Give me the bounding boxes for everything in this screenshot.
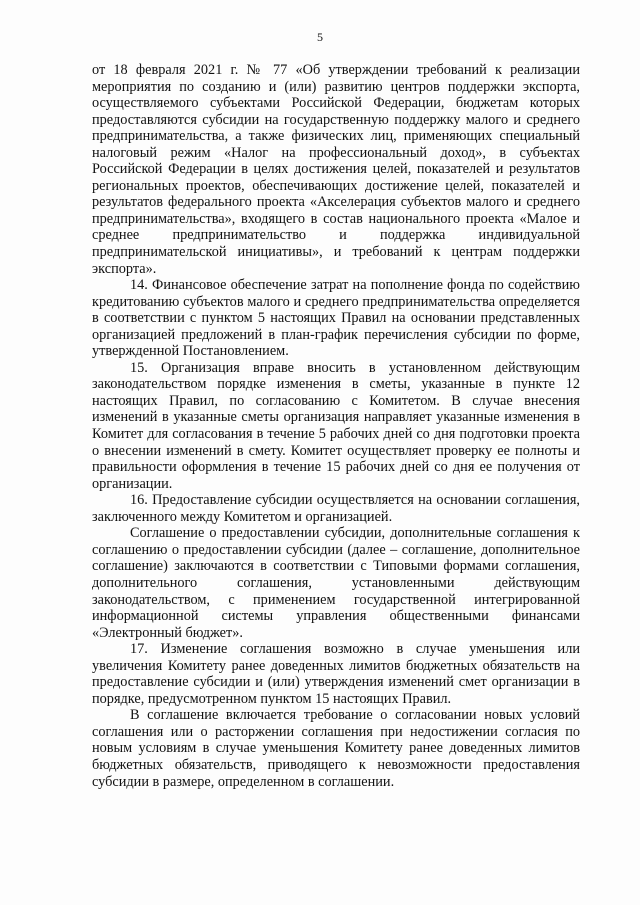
- paragraph-agreement-terms: В соглашение включается требование о согласовании новых условий соглашения или о расторжении соглашения при недостижении согласия по новым условиям в случае уменьшения Комитету ранее доведенных лимитов бюджетных обязательств, приводящего к невозможности предоставления субсидии в размере, определенном в соглашении.: [92, 707, 580, 790]
- document-body: [92, 62, 580, 790]
- paragraph-continuation: от 18 февраля 2021 г. № 77 «Об утверждении требований к реализации мероприятия по созданию и (или) развитию центров поддержки экспорта, осуществляемого субъектами Российской Федерации, бюджетам которых предоставляются субсидии на государственную поддержку малого и среднего предпринимательства, а также физических лиц, применяющих специальный налоговый режим «Налог на профессиональный доход», в субъектах Российской Федерации в целях достижения целей, показателей и результатов региональных проектов, обеспечивающих достижение целей, показателей и результатов федерального проекта «Акселерация субъектов малого и среднего предпринимательства», входящего в состав национального проекта «Малое и среднее предпринимательство и поддержка индивидуальной предпринимательской инициативы», и требований к центрам поддержки экспорта».: [92, 62, 580, 277]
- page-number: 5: [317, 30, 323, 44]
- paragraph-item-17: 17. Изменение соглашения возможно в случае уменьшения или увеличения Комитету ранее доведенных лимитов бюджетных обязательств на предоставление субсидии и (или) утверждения изменений смет организации в порядке, предусмотренном пунктом 15 настоящих Правил.: [92, 641, 580, 707]
- paragraph-item-15: 15. Организация вправе вносить в установленном действующим законодательством порядке изменения в сметы, указанные в пункте 12 настоящих Правил, по согласованию с Комитетом. В случае внесения изменений в указанные сметы организация направляет указанные изменения в Комитет для согласования в течение 5 рабочих дней со дня подготовки проекта о внесении изменений в смету. Комитет осуществляет проверку ее полноты и правильности оформления в течение 15 рабочих дней со дня ее получения от организации.: [92, 359, 580, 492]
- paragraph-item-16: 16. Предоставление субсидии осуществляется на основании соглашения, заключенного между Комитетом и организацией.: [92, 492, 580, 525]
- paragraph-item-14: 14. Финансовое обеспечение затрат на пополнение фонда по содействию кредитованию субъектов малого и среднего предпринимательства определяется в соответствии с пунктом 5 настоящих Правил на основании представленных организацией предложений в план-график перечисления субсидии по форме, утвержденной Постановлением.: [92, 277, 580, 360]
- paragraph-agreement: Соглашение о предоставлении субсидии, дополнительные соглашения к соглашению о предоставлении субсидии (далее – соглашение, дополнительное соглашение) заключаются в соответствии с Типовыми формами соглашения, дополнительного соглашения, установленными действующим законодательством, с применением государственной интегрированной информационной системы управления общественными финансами «Электронный бюджет».: [92, 525, 580, 641]
